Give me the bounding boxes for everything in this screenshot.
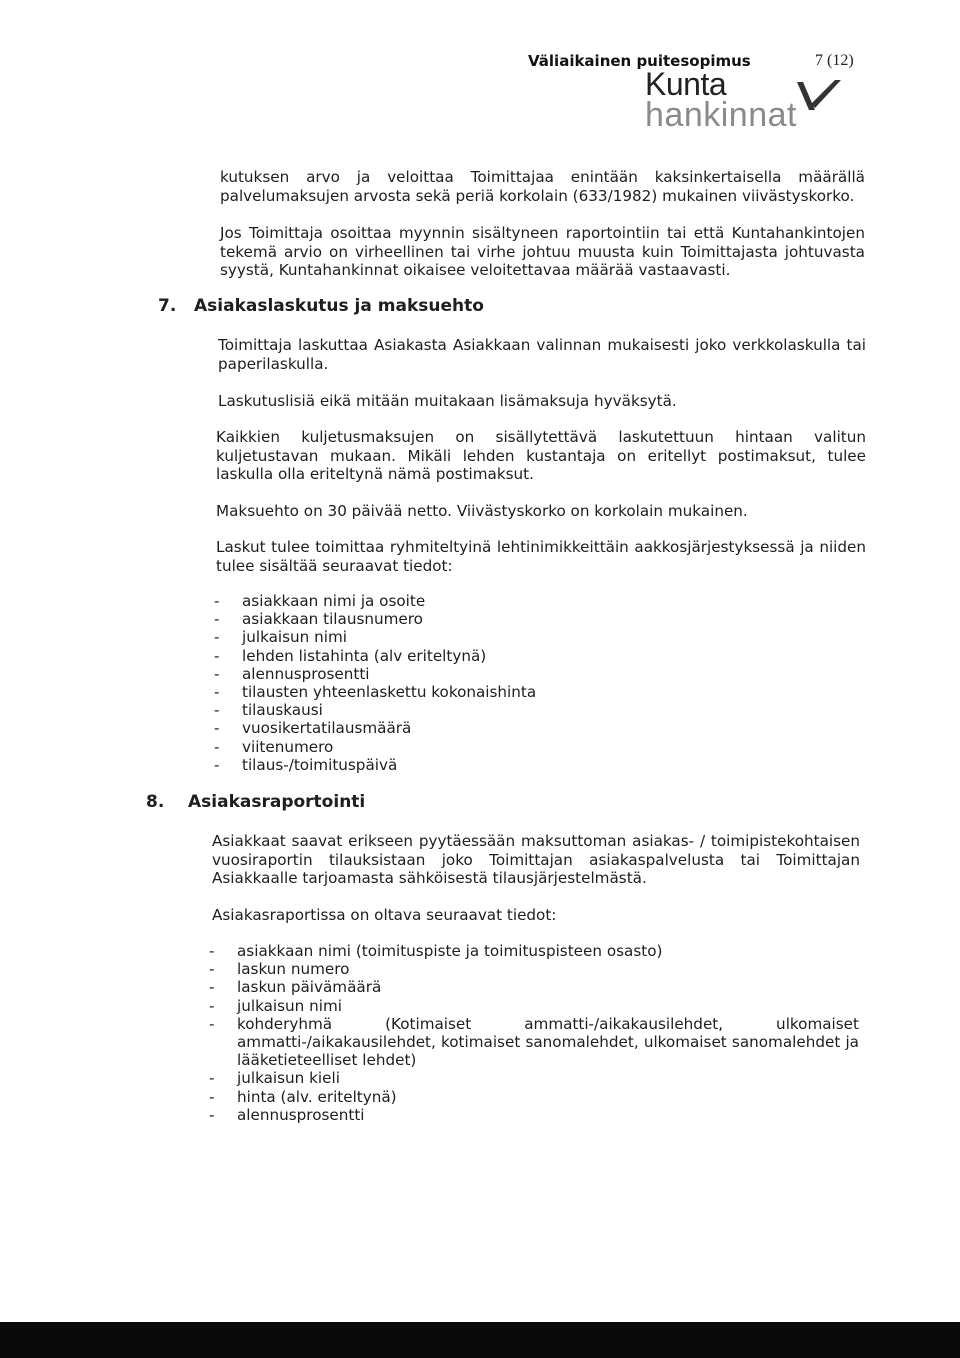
list-item: - asiakkaan nimi ja osoite xyxy=(214,592,864,610)
list-item: - julkaisun nimi xyxy=(214,628,864,646)
list-item: - asiakkaan nimi (toimituspiste ja toimituspisteen osasto) xyxy=(209,942,859,960)
section-paragraph: Asiakasraportissa on oltava seuraavat tiedot: xyxy=(212,906,557,924)
section-paragraph: Asiakkaat saavat erikseen pyytäessään maksuttoman asiakas- / toimipistekohtaisen vuosiraportin tilauksistaan joko Toimittajan asiakaspalvelusta tai Toimittajan Asiakkaalle tarjoamasta sähköisestä tilausjärjestelmästä. xyxy=(212,832,860,887)
section-number: 8. xyxy=(146,792,165,812)
section-title: Asiakaslaskutus ja maksuehto xyxy=(194,296,484,316)
list-item: - kohderyhmä (Kotimaiset ammatti-/aikakausilehdet, ulkomaiset ammatti-/aikakausilehdet, kotimaiset sanomalehdet, ulkomaiset sanomalehdet ja lääketieteelliset lehdet) xyxy=(209,1015,859,1070)
list-item: - viitenumero xyxy=(214,738,864,756)
list-item: - hinta (alv. eriteltynä) xyxy=(209,1088,859,1106)
invoice-details-list xyxy=(214,592,864,774)
document-title: Väliaikainen puitesopimus xyxy=(528,52,751,70)
list-item: - tilauskausi xyxy=(214,701,864,719)
list-item: - tilausten yhteenlaskettu kokonaishinta xyxy=(214,683,864,701)
section-number: 7. xyxy=(158,296,177,316)
logo-text-hankinnat: hankinnat xyxy=(645,96,797,134)
section-paragraph: Maksuehto on 30 päivää netto. Viivästyskorko on korkolain mukainen. xyxy=(216,502,748,520)
section-paragraph: Kaikkien kuljetusmaksujen on sisällytettävä laskutettuun hintaan valitun kuljetustavan mukaan. Mikäli lehden kustantaja on eritellyt postimaksut, tulee laskulla olla eriteltynä nämä postimaksut. xyxy=(216,428,866,483)
section-paragraph: Toimittaja laskuttaa Asiakasta Asiakkaan valinnan mukaisesti joko verkkolaskulla tai paperilaskulla. xyxy=(218,336,866,373)
list-item: - julkaisun kieli xyxy=(209,1069,859,1087)
section-paragraph: Laskut tulee toimittaa ryhmiteltyinä lehtinimikkeittäin aakkosjärjestyksessä ja niiden tulee sisältää seuraavat tiedot: xyxy=(216,538,866,575)
section-paragraph: Laskutuslisiä eikä mitään muitakaan lisämaksuja hyväksytä. xyxy=(218,392,677,410)
logo-checkmark-icon xyxy=(795,76,847,116)
scan-edge-bar xyxy=(0,1322,960,1358)
page-number: 7 (12) xyxy=(815,52,854,69)
list-item: - alennusprosentti xyxy=(214,665,864,683)
list-item: - tilaus-/toimituspäivä xyxy=(214,756,864,774)
kuntahankinnat-logo xyxy=(645,66,845,132)
intro-paragraph: kutuksen arvo ja veloittaa Toimittajaa enintään kaksinkertaisella määrällä palvelumaksujen arvosta sekä periä korkolain (633/1982) mukainen viivästyskorko. xyxy=(220,168,865,205)
section-heading xyxy=(158,296,484,316)
logo-text-kunta: Kunta xyxy=(645,66,727,102)
list-item: - asiakkaan tilausnumero xyxy=(214,610,864,628)
list-item: - laskun päivämäärä xyxy=(209,978,859,996)
report-details-list xyxy=(209,942,859,1124)
intro-paragraph: Jos Toimittaja osoittaa myynnin sisältyneen raportointiin tai että Kuntahankintojen tekemä arvio on virheellinen tai virhe johtuu muusta kuin Toimittajasta johtuvasta syystä, Kuntahankinnat oikaisee veloitettavaa määrää vastaavasti. xyxy=(220,224,865,279)
list-item: - alennusprosentti xyxy=(209,1106,859,1124)
list-item: - vuosikertatilausmäärä xyxy=(214,719,864,737)
list-item: - lehden listahinta (alv eriteltynä) xyxy=(214,647,864,665)
list-item: - laskun numero xyxy=(209,960,859,978)
section-title: Asiakasraportointi xyxy=(188,792,366,812)
list-item: - julkaisun nimi xyxy=(209,997,859,1015)
section-heading xyxy=(146,792,365,812)
